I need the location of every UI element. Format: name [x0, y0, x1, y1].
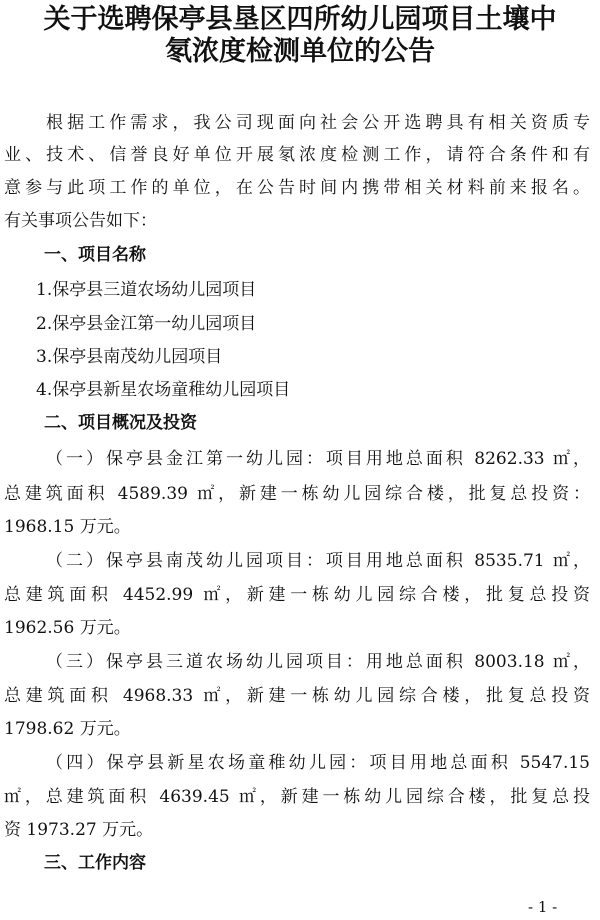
overview-paragraph-2-line-3: 1962.56 万元。	[4, 618, 131, 638]
overview-paragraph-2-line-1: （二）保亭县南茂幼儿园项目：项目用地总面积 8535.71 ㎡，	[46, 551, 590, 571]
project-list-item: 4.保亭县新星农场童稚幼儿园项目	[36, 380, 291, 400]
document-title-line-2: 氡浓度检测单位的公告	[165, 36, 435, 67]
overview-paragraph-1-line-2: 总建筑面积 4589.39 ㎡，新建一栋幼儿园综合楼，批复总投资：	[4, 484, 590, 504]
section-heading-overview-investment: 二、项目概况及投资	[44, 413, 197, 433]
overview-paragraph-3-line-1: （三）保亭县三道农场幼儿园项目：用地总面积 8003.18 ㎡，	[46, 652, 590, 672]
overview-paragraph-3-line-3: 1798.62 万元。	[4, 719, 131, 739]
overview-paragraph-4-line-1: （四）保亭县新星农场童稚幼儿园：项目用地总面积 5547.15	[46, 753, 590, 773]
project-list-item: 1.保亭县三道农场幼儿园项目	[36, 280, 257, 300]
intro-paragraph-line-4: 有关事项公告如下：	[4, 211, 157, 231]
overview-paragraph-4-line-2: ㎡，总建筑面积 4639.45 ㎡，新建一栋幼儿园综合楼，批复总投	[4, 787, 590, 807]
intro-paragraph-line-2: 业、技术、信誉良好单位开展氡浓度检测工作，请符合条件和有	[4, 145, 590, 165]
page-number: - 1 -	[528, 898, 558, 916]
overview-paragraph-1-line-3: 1968.15 万元。	[4, 517, 131, 537]
section-heading-project-names: 一、项目名称	[44, 245, 146, 265]
overview-paragraph-2-line-2: 总建筑面积 4452.99 ㎡，新建一栋幼儿园综合楼，批复总投资	[4, 585, 590, 605]
section-heading-work-content: 三、工作内容	[44, 853, 146, 873]
overview-paragraph-3-line-2: 总建筑面积 4968.33 ㎡，新建一栋幼儿园综合楼，批复总投资	[4, 686, 590, 706]
document-title-line-1: 关于选聘保亭县垦区四所幼儿园项目土壤中	[43, 4, 557, 35]
project-list-item: 3.保亭县南茂幼儿园项目	[36, 347, 223, 367]
intro-paragraph-line-3: 意参与此项工作的单位，在公告时间内携带相关材料前来报名。	[4, 178, 590, 198]
overview-paragraph-1-line-1: （一）保亭县金江第一幼儿园：项目用地总面积 8262.33 ㎡，	[46, 449, 590, 469]
overview-paragraph-4-line-3: 资 1973.27 万元。	[4, 820, 154, 840]
intro-paragraph-line-1: 根据工作需求，我公司现面向社会公开选聘具有相关资质专	[46, 113, 590, 133]
project-list-item: 2.保亭县金江第一幼儿园项目	[36, 314, 257, 334]
